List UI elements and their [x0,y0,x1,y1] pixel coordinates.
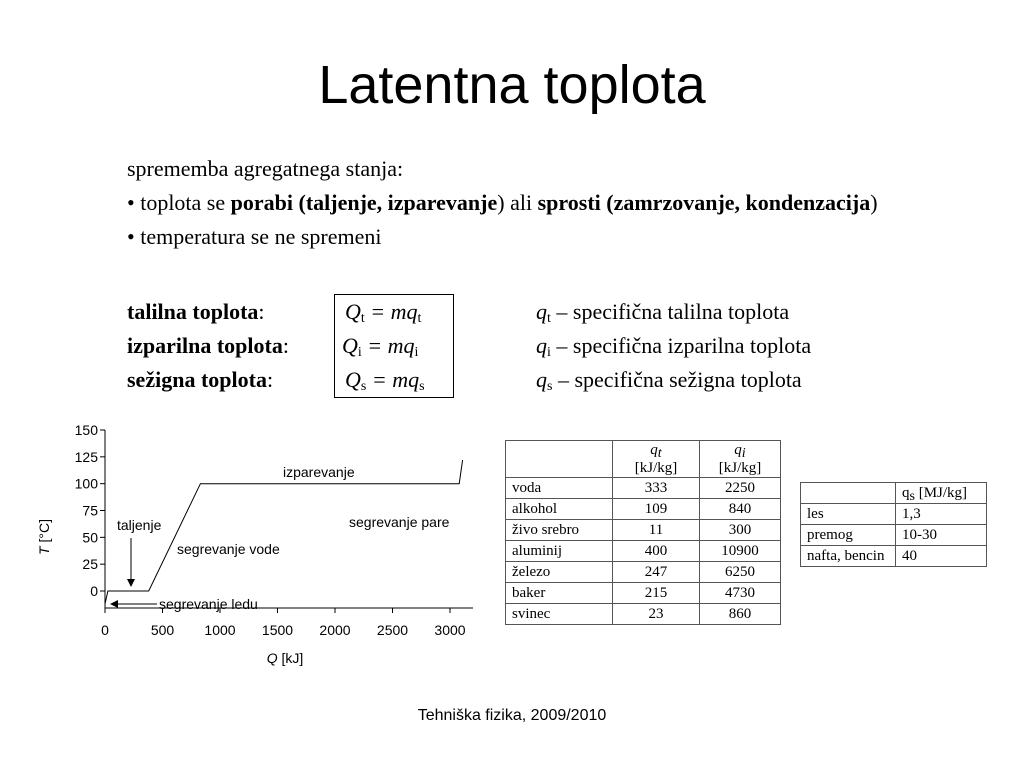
bullet-text: • toplota se [127,190,231,215]
formula-name: izparilna toplota: [127,333,289,358]
header-empty [801,483,896,504]
y-tick-group [75,422,105,599]
y-tick-label: 50 [82,529,98,546]
slide-title: Latentna toplota [318,55,706,115]
table-row: premog 10-30 [801,525,987,546]
bullet-temperature: • temperatura se ne spremeni [127,224,382,249]
formula-name: sežigna toplota: [127,367,274,392]
table-row: živo srebro 11 300 [506,520,781,541]
y-tick-label: 100 [74,475,98,492]
formula-equation: $Q_s = mq_s$ [345,367,425,394]
heating-curve-chart [30,415,490,675]
bold-sprosti: sprosti [537,190,601,215]
formula-definition: $q_i$ – specifična izparilna toplota [536,333,812,360]
label-segrevanje-ledu: segrevanje ledu [159,596,258,612]
table-header-row [801,483,987,504]
formula-definition: $q_t$ – specifična talilna toplota [536,299,790,326]
bold-taljenje: taljenje, izparevanje [305,190,498,215]
table-row: voda 333 2250 [506,478,781,499]
table-row: les 1,3 [801,504,987,525]
combustion-heat-table [800,482,987,567]
x-tick-label: 0 [101,622,109,638]
x-tick-label: 3000 [434,622,466,638]
table-header-row [506,441,781,478]
x-tick-label: 1000 [204,622,236,638]
x-axis-label: Q [kJ] [266,650,304,666]
table-row: baker 215 4730 [506,583,781,604]
table-row: alkohol 109 840 [506,499,781,520]
label-taljenje: taljenje [117,517,162,533]
table-row: svinec 23 860 [506,604,781,625]
x-tick-label: 1500 [261,622,294,638]
bold-zamrzovanje: zamrzovanje, kondenzacija [613,190,871,215]
y-axis-label: T [°C] [36,519,52,555]
formula-equation: $Q_i = mq_i$ [342,333,419,360]
table-row: železo 247 6250 [506,562,781,583]
paren-open: ( [293,190,306,215]
label-izparevanje: izparevanje [283,464,355,480]
header-qs: $q_s$ [MJ/kg] [896,483,987,504]
x-tick-label: 500 [150,622,175,638]
formula-definition: $q_s$ – specifična sežigna toplota [536,367,802,394]
formula-name: talilna toplota: [127,299,265,324]
footer: Tehniška fizika, 2009/2010 [417,707,607,724]
y-tick-label: 150 [74,422,98,438]
x-tick-label: 2500 [376,622,409,638]
y-tick-label: 75 [82,502,98,519]
table-row: aluminij 400 10900 [506,541,781,562]
bullet-heat-consumed [127,186,947,220]
label-segrevanje-pare: segrevanje pare [349,514,450,530]
intro-text [127,152,947,254]
paren-close: ) [870,190,878,215]
x-tick-label: 2000 [319,622,351,638]
intro-line: sprememba agregatnega stanja: [127,156,404,181]
y-tick-label: 25 [82,556,98,573]
y-tick-label: 125 [74,448,98,465]
header-empty [506,441,613,478]
bullet-text: ) ali [497,190,538,215]
x-tick-group [101,608,466,638]
formula-equation: $Q_t = mq_t$ [345,299,422,326]
arrow-segrevanje-ledu-head [110,600,118,608]
y-tick-label: 0 [90,583,98,599]
label-segrevanje-vode: segrevanje vode [177,541,280,557]
paren-open: ( [600,190,614,215]
header-qi: $q_i$ [kJ/kg] [700,441,781,478]
table-row: nafta, bencin 40 [801,546,987,567]
bold-porabi: porabi [230,190,293,215]
latent-heat-table [505,440,781,625]
arrow-taljenje-head [127,579,135,587]
header-qt: $q_t$ [kJ/kg] [613,441,700,478]
